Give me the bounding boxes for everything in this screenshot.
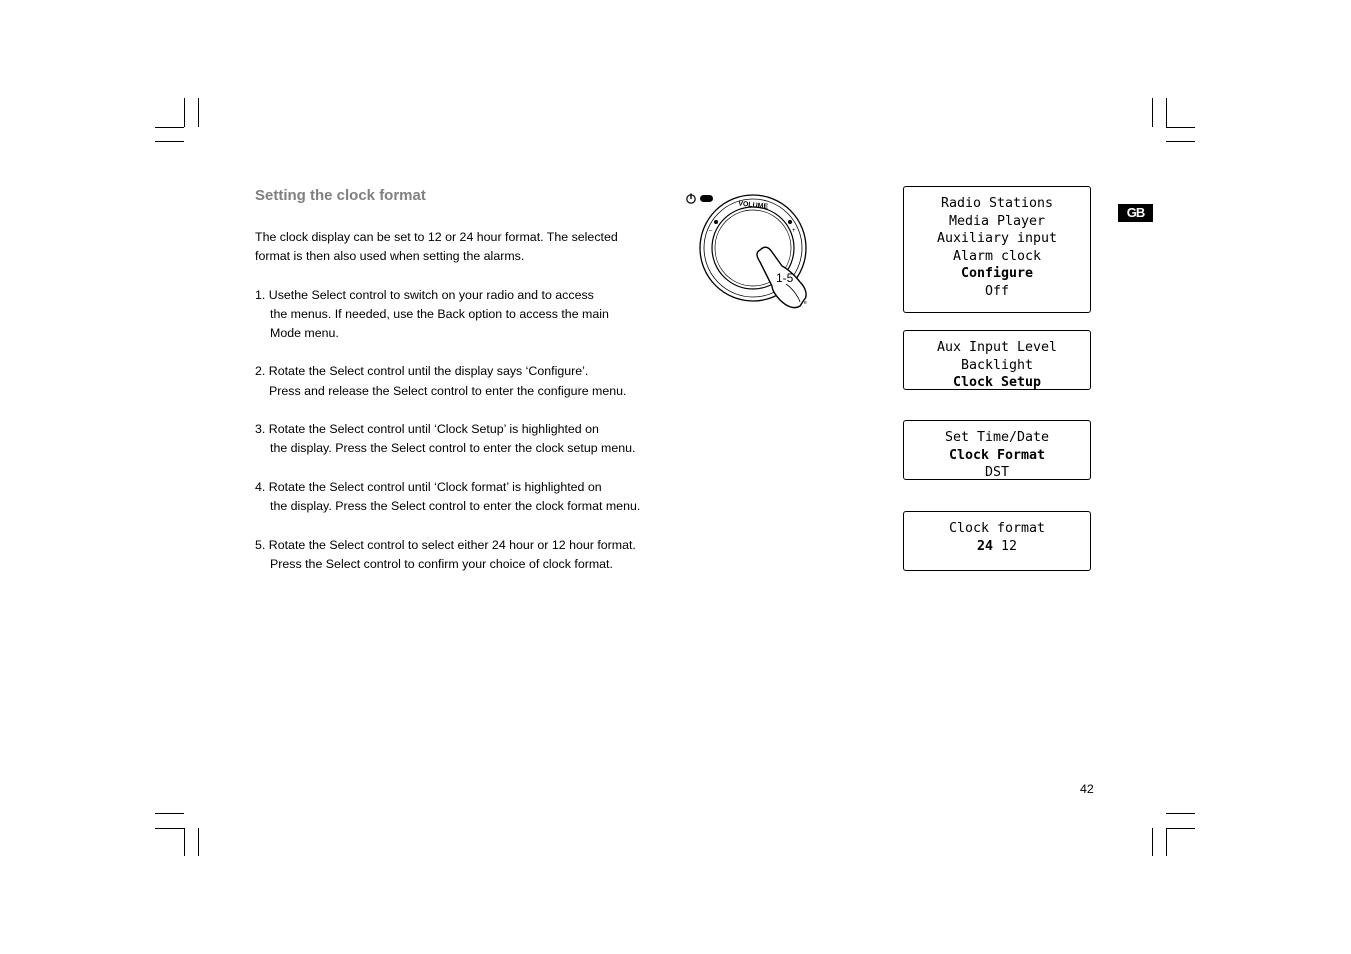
menu-item-clock-setup-selected: Clock Setup <box>952 375 1042 390</box>
menu-item-configure-selected: Configure <box>960 266 1034 281</box>
volume-knob-illustration <box>682 188 827 316</box>
svg-text:e: e <box>804 300 807 306</box>
menu-item-set-time-date: Set Time/Date <box>944 430 1050 445</box>
lcd-main-menu <box>903 186 1091 313</box>
section-heading: Setting the clock format <box>255 187 426 204</box>
lcd-clock-format <box>903 511 1091 571</box>
intro-line: The clock display can be set to 12 or 24 hour format. The selected <box>255 230 618 244</box>
step-line: 3. Rotate the Select control until ‘Clock Setup’ is highlighted on <box>255 422 599 436</box>
option-24-selected: 24 <box>976 538 993 554</box>
menu-item-alarm-clock: Alarm clock <box>952 248 1042 264</box>
step-line: Mode menu. <box>270 326 339 340</box>
crop-mark <box>198 828 199 856</box>
step-2 <box>255 362 685 401</box>
back-button-icon <box>700 195 713 202</box>
lcd-clock-setup-menu <box>903 420 1091 480</box>
step-line: 2. Rotate the Select control until the display says ‘Configure’. <box>255 364 589 378</box>
menu-item-off: Off <box>984 283 1010 299</box>
crop-mark <box>1166 828 1195 829</box>
power-icon <box>687 194 695 204</box>
clock-format-title: Clock format <box>948 521 1046 536</box>
crop-mark <box>155 828 184 829</box>
step-line: Press and release the Select control to enter the configure menu. <box>269 384 627 398</box>
step-line: 5. Rotate the Select control to select either 24 hour or 12 hour format. <box>255 538 636 552</box>
step-range-label: 1-5 <box>776 271 794 285</box>
step-1 <box>255 286 685 343</box>
language-badge: GB <box>1118 204 1153 222</box>
step-line: 4. Rotate the Select control until ‘Clock format’ is highlighted on <box>255 480 602 494</box>
crop-mark <box>184 98 185 127</box>
lcd-configure-menu <box>903 330 1091 390</box>
crop-mark <box>155 813 184 814</box>
menu-item-clock-format-selected: Clock Format <box>948 447 1046 463</box>
menu-item-aux-input-level: Aux Input Level <box>936 340 1058 355</box>
crop-mark <box>155 127 184 128</box>
step-line: the display. Press the Select control to enter the clock format menu. <box>270 499 641 513</box>
crop-mark <box>1166 828 1167 856</box>
crop-mark <box>1166 127 1195 128</box>
svg-text:–: – <box>709 228 713 234</box>
intro-paragraph <box>255 228 675 266</box>
menu-item-backlight: Backlight <box>960 357 1034 373</box>
step-5 <box>255 536 685 574</box>
crop-mark <box>184 828 185 856</box>
option-12: 12 <box>1001 538 1018 554</box>
crop-mark <box>1152 828 1153 856</box>
crop-mark <box>1166 98 1167 127</box>
crop-mark <box>1166 813 1195 814</box>
knob-volume-label: VOLUME <box>737 200 769 211</box>
menu-item-auxiliary-input: Auxiliary input <box>936 231 1058 246</box>
step-line: Press the Select control to confirm your choice of clock format. <box>270 557 613 571</box>
crop-mark <box>1166 141 1195 142</box>
menu-item-radio-stations: Radio Stations <box>940 196 1054 211</box>
step-4 <box>255 478 685 516</box>
clock-format-options <box>904 538 1090 556</box>
crop-mark <box>198 98 199 127</box>
crop-mark <box>155 141 184 142</box>
step-line: the display. Press the Select control to enter the clock setup menu. <box>270 441 636 455</box>
crop-mark <box>1152 98 1153 127</box>
step-line: 1. Usethe Select control to switch on your radio and to access <box>255 288 594 302</box>
menu-item-dst: DST <box>984 465 1010 480</box>
svg-text:+: + <box>792 228 796 234</box>
step-line: the menus. If needed, use the Back option to access the main <box>270 307 609 321</box>
intro-line: format is then also used when setting the alarms. <box>255 249 525 263</box>
menu-item-media-player: Media Player <box>948 213 1046 229</box>
page-number: 42 <box>1080 782 1094 796</box>
step-3 <box>255 420 685 458</box>
